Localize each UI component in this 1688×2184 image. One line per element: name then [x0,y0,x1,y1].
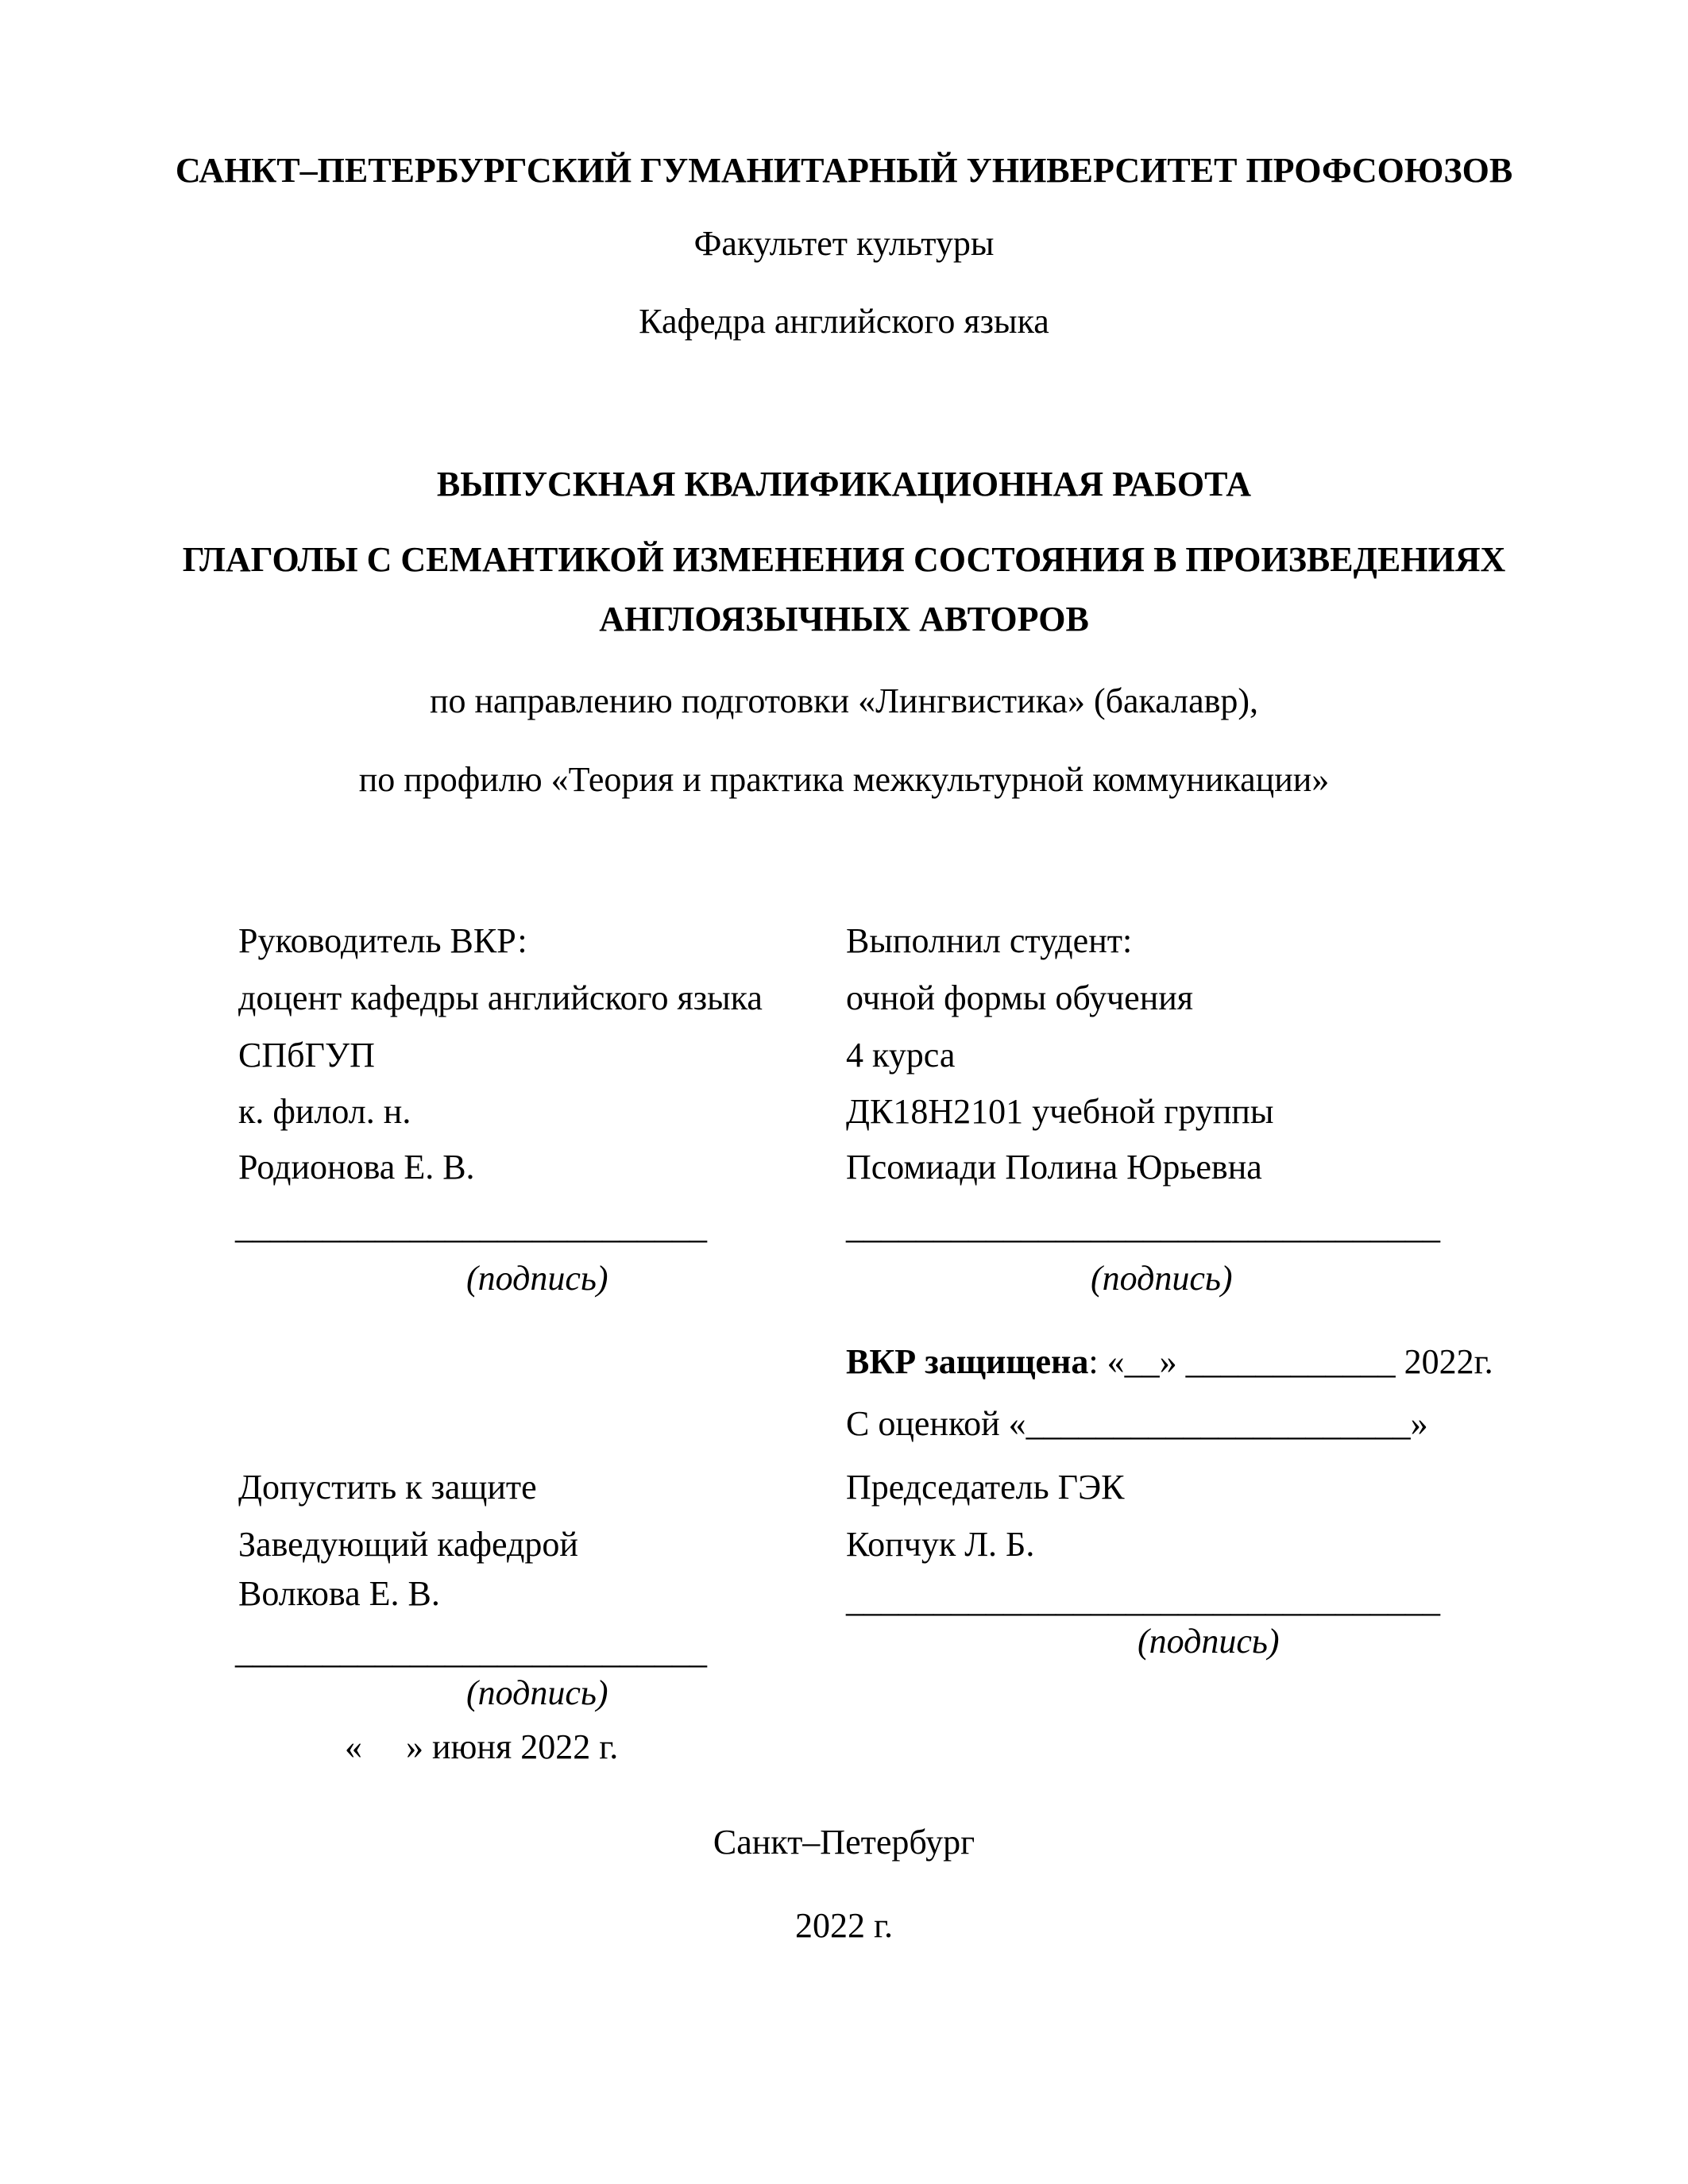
chairman-signature-caption: (подпись) [1138,1622,1280,1661]
chairman-title: Председатель ГЭК [846,1468,1125,1507]
defense-date-rest: : «__» ____________ 2022г. [1088,1342,1493,1381]
chairman-name: Копчук Л. Б. [846,1525,1035,1564]
direction-line: по направлению подготовки «Лингвистика» (бакалавр), [429,681,1259,720]
city-line: Санкт–Петербург [713,1823,975,1862]
thesis-title-line1: ГЛАГОЛЫ С СЕМАНТИКОЙ ИЗМЕНЕНИЯ СОСТОЯНИЯ В ПРОИЗВЕДЕНИЯХ [182,540,1506,579]
thesis-title-line2: АНГЛОЯЗЫЧНЫХ АВТОРОВ [599,600,1089,639]
chairman-signature-line: __________________________________ [846,1580,1440,1619]
supervisor-degree: к. филол. н. [238,1092,411,1131]
head-of-department-name: Волкова Е. В. [238,1574,440,1613]
profile-line: по профилю «Теория и практика межкультурной коммуникации» [358,760,1330,799]
defense-date-line [846,1342,1493,1383]
supervisor-signature-line: ___________________________ [235,1207,707,1246]
student-group: ДК18Н2101 учебной группы [846,1092,1274,1131]
grade-line: С оценкой «______________________» [846,1404,1428,1443]
supervisor-position: доцент кафедры английского языка [238,978,763,1017]
work-type-heading: ВЫПУСКНАЯ КВАЛИФИКАЦИОННАЯ РАБОТА [436,465,1252,504]
student-name: Псомиади Полина Юрьевна [846,1148,1262,1187]
student-signature-line: __________________________________ [846,1207,1440,1246]
student-study-form: очной формы обучения [846,978,1194,1017]
department-name: Кафедра английского языка [639,302,1049,341]
admission-signature-line: ___________________________ [235,1632,707,1671]
admission-line: Допустить к защите [238,1468,537,1507]
admission-signature-caption: (подпись) [466,1673,608,1712]
head-of-department-title: Заведующий кафедрой [238,1525,578,1564]
supervisor-organization: СПбГУП [238,1036,375,1075]
supervisor-name: Родионова Е. В. [238,1148,475,1187]
university-name: САНКТ–ПЕТЕРБУРГСКИЙ ГУМАНИТАРНЫЙ УНИВЕРСИТЕТ ПРОФСОЮЗОВ [175,151,1513,190]
year-line: 2022 г. [794,1906,894,1945]
student-label: Выполнил студент: [846,921,1133,960]
admission-date-line: « » июня 2022 г. [345,1727,619,1766]
student-signature-caption: (подпись) [1091,1259,1233,1298]
faculty-name: Факультет культуры [693,224,995,263]
supervisor-signature-caption: (подпись) [466,1259,608,1298]
supervisor-label: Руководитель ВКР: [238,921,527,960]
defense-defended-label: ВКР защищена [846,1342,1089,1381]
student-course: 4 курса [846,1036,956,1075]
